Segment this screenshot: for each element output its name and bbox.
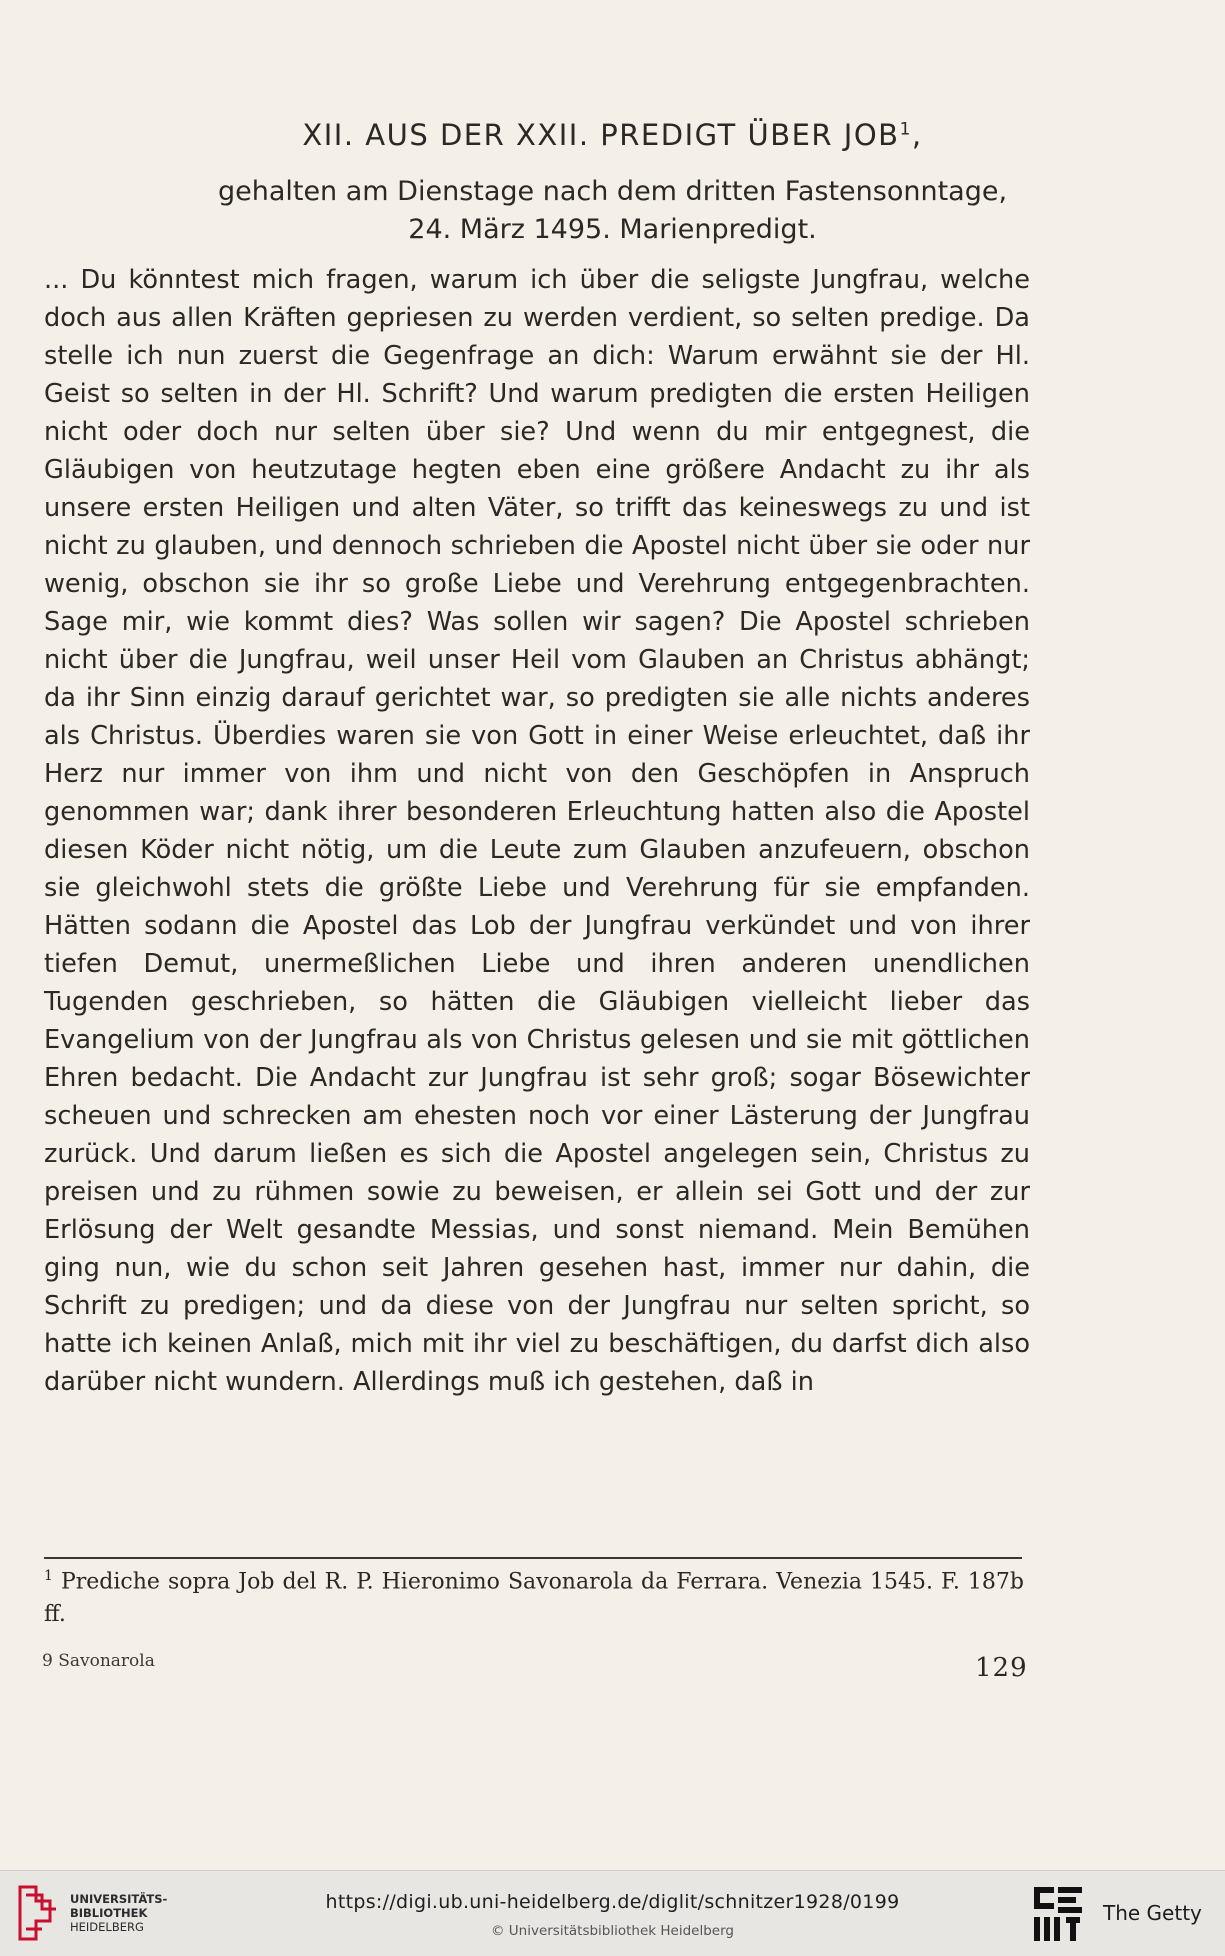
page-number: 129 [975, 1653, 1028, 1683]
subtitle-line-1: gehalten am Dienstage nach dem dritten Fastensonntage, [217, 176, 1008, 207]
partner-name: The Getty [1103, 1901, 1202, 1925]
copyright-notice: © Universitätsbibliothek Heidelberg [490, 1923, 734, 1939]
footnote-divider [44, 1557, 1022, 1559]
library-name: UNIVERSITÄTS- BIBLIOTHEK HEIDELBERG [70, 1892, 168, 1934]
body-paragraph: ... Du könntest mich fragen, warum ich über die seligste Jungfrau, welche doch aus allen Kräften gepriesen zu werden verdient, so selten predige. Da stelle ich nun zuerst die Gegenfrage an dich: Warum erwähnt sie der Hl. Geist so selten in der Hl. Schrift? Und warum predigten die ersten Heiligen nicht oder doch nur selten über sie? Und wenn du mir entgegnest, die Gläubigen von heutzutage hegten eben eine größere Andacht zu ihr als unsere ersten Heiligen und alten Väter, so trifft das keineswegs zu und ist nicht zu glauben, und dennoch schrieben die Apostel nicht über sie oder nur wenig, obschon sie ihr so große Liebe und Verehrung entgegenbrachten. Sage mir, wie kommt dies? Was sollen wir sagen? Die Apostel schrieben nicht über die Jungfrau, weil unser Heil vom Glauben an Christus abhängt; da ihr Sinn einzig darauf gerichtet war, so predigten sie alle nichts anderes als Christus. Überdies waren sie von Gott in einer Weise erleuchtet, daß ihr Herz nur immer von ihm und nicht von den Geschöpfen in Anspruch genommen war; dank ihrer besonderen Erleuchtung hatten also die Apostel diesen Köder nicht nötig, um die Leute zum Glauben anzufeuern, obschon sie gleichwohl stets die größte Liebe und Verehrung für sie empfanden. Hätten sodann die Apostel das Lob der Jungfrau verkündet und von ihrer tiefen Demut, unermeßlichen Liebe und ihren anderen unendlichen Tugenden geschrieben, so hätten die Gläubigen vielleicht lieber das Evangelium von der Jungfrau als von Christus gelesen und sie mit göttlichen Ehren bedacht. Die Andacht zur Jungfrau ist sehr groß; sogar Bösewichter scheuen und schrecken am ehesten noch vor einer Lästerung der Jungfrau zurück. Und darum ließen es sich die Apostel angelegen sein, Christus zu preisen und zu rühmen sowie zu beweisen, er allein sei Gott und der zur Erlösung der Welt gesandte Messias, und sonst niemand. Mein Bemühen ging nun, wie du schon seit Jahren gesehen hast, immer nur dahin, die Schrift zu predigen; und da diese von der Jungfrau nur selten spricht, so hatte ich keinen Anlaß, mich mit ihr viel zu beschäftigen, du darfst dich also darüber nicht wundern. Allerdings muß ich gestehen, daß in [44, 265, 1030, 1397]
footnote-mark: 1 [44, 1568, 53, 1584]
viewer-footer [0, 1870, 1225, 1956]
permalink-url[interactable]: https://digi.ub.uni-heidelberg.de/diglit/schnitzer1928/0199 [325, 1891, 900, 1913]
body-text [44, 261, 1030, 1401]
getty-logo-icon[interactable] [1030, 1883, 1086, 1945]
footnote-text: Prediche sopra Job del R. P. Hieronimo Savonarola da Ferrara. Venezia 1545. F. 187b ff. [44, 1569, 1024, 1628]
chapter-title: XII. AUS DER XXII. PREDIGT ÜBER JOB$^1$, [302, 118, 923, 152]
signature-mark: 9 Savonarola [42, 1651, 155, 1671]
subtitle-line-2: 24. März 1495. Marienpredigt. [408, 214, 817, 245]
title-footnote-mark: 1 [899, 119, 912, 140]
footnote [44, 1560, 1024, 1631]
